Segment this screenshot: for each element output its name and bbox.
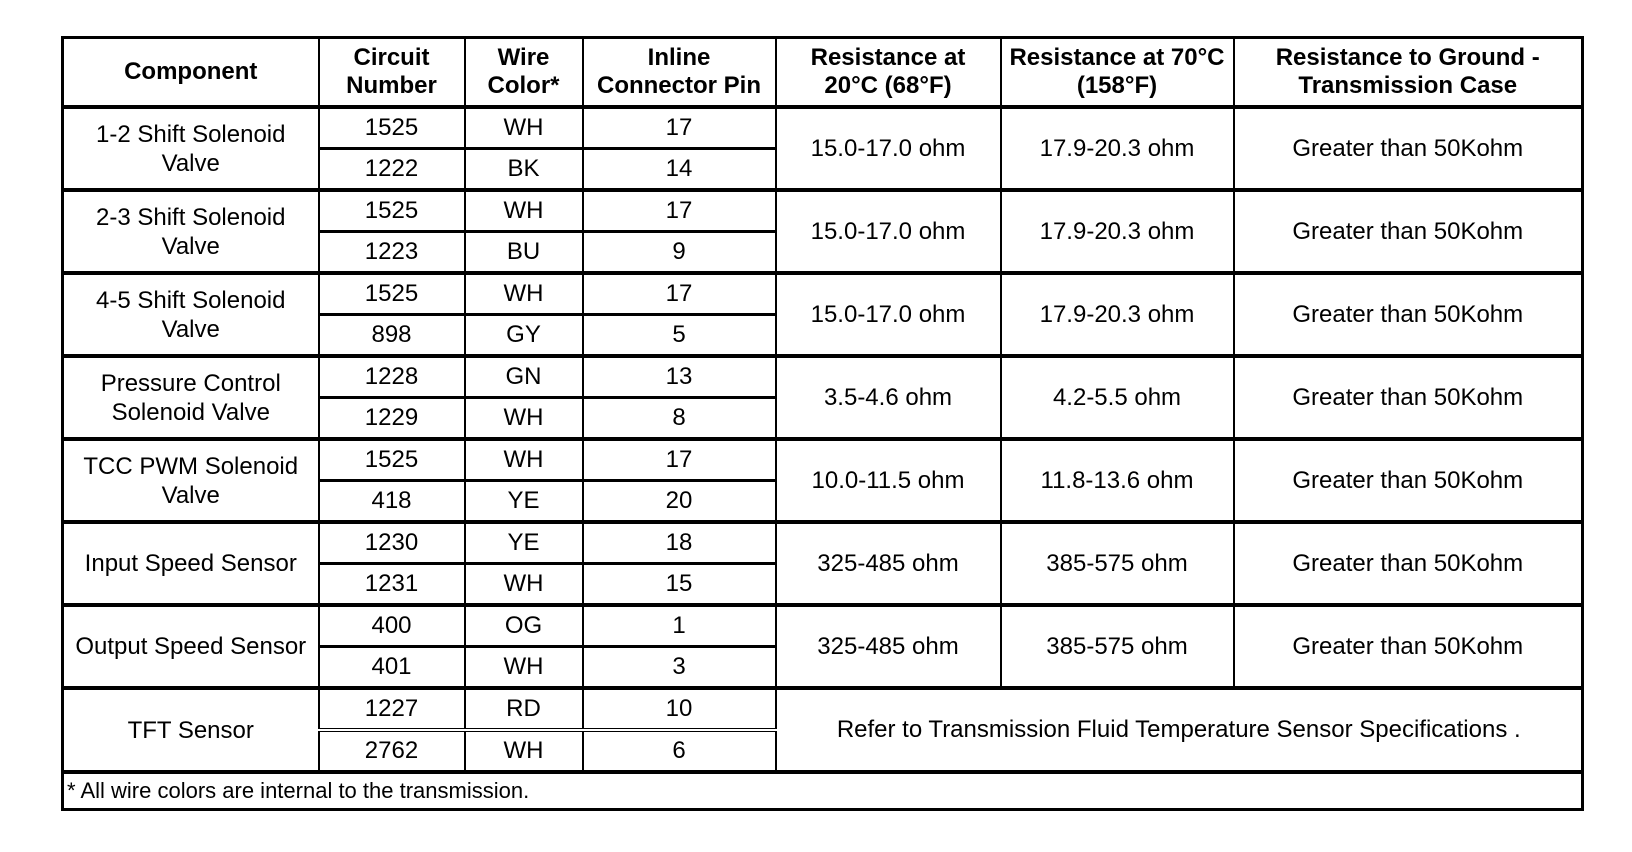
wire-color: WH <box>465 647 583 689</box>
connector-pin: 3 <box>583 647 776 689</box>
resistance-20c: 15.0-17.0 ohm <box>776 107 1001 190</box>
table-row <box>63 439 1583 481</box>
resistance-ground: Greater than 50Kohm <box>1234 605 1583 688</box>
wire-color: BU <box>465 232 583 274</box>
connector-pin: 15 <box>583 564 776 606</box>
wire-color: YE <box>465 481 583 523</box>
resistance-ground: Greater than 50Kohm <box>1234 439 1583 522</box>
wire-color: OG <box>465 605 583 647</box>
wire-color: WH <box>465 398 583 440</box>
resistance-20c: 3.5-4.6 ohm <box>776 356 1001 439</box>
connector-pin: 5 <box>583 315 776 357</box>
resistance-70c: 385-575 ohm <box>1001 522 1234 605</box>
header-row <box>63 38 1583 108</box>
component-name: Pressure Control Solenoid Valve <box>63 356 319 439</box>
circuit-number: 2762 <box>319 730 465 772</box>
connector-pin: 6 <box>583 730 776 772</box>
table-row <box>63 605 1583 647</box>
connector-pin: 10 <box>583 688 776 730</box>
circuit-number: 1229 <box>319 398 465 440</box>
wire-color: WH <box>465 190 583 232</box>
component-name: Output Speed Sensor <box>63 605 319 688</box>
circuit-number: 418 <box>319 481 465 523</box>
table-row <box>63 688 1583 730</box>
table-row <box>63 190 1583 232</box>
circuit-number: 1230 <box>319 522 465 564</box>
circuit-number: 1525 <box>319 107 465 149</box>
resistance-20c: 15.0-17.0 ohm <box>776 190 1001 273</box>
component-name: Input Speed Sensor <box>63 522 319 605</box>
component-name: TFT Sensor <box>63 688 319 772</box>
resistance-ground: Greater than 50Kohm <box>1234 273 1583 356</box>
connector-pin: 18 <box>583 522 776 564</box>
resistance-70c: 17.9-20.3 ohm <box>1001 190 1234 273</box>
table-row <box>63 522 1583 564</box>
resistance-70c: 11.8-13.6 ohm <box>1001 439 1234 522</box>
wire-color: WH <box>465 439 583 481</box>
circuit-number: 1525 <box>319 273 465 315</box>
circuit-number: 1525 <box>319 190 465 232</box>
header-resistance-20c: Resistance at 20°C (68°F) <box>776 38 1001 108</box>
connector-pin: 9 <box>583 232 776 274</box>
header-resistance-70c: Resistance at 70°C (158°F) <box>1001 38 1234 108</box>
connector-pin: 20 <box>583 481 776 523</box>
resistance-ground: Greater than 50Kohm <box>1234 107 1583 190</box>
circuit-number: 1222 <box>319 149 465 191</box>
resistance-20c: 10.0-11.5 ohm <box>776 439 1001 522</box>
circuit-number: 1223 <box>319 232 465 274</box>
connector-pin: 8 <box>583 398 776 440</box>
component-name: 1-2 Shift Solenoid Valve <box>63 107 319 190</box>
circuit-number: 1228 <box>319 356 465 398</box>
table-row <box>63 273 1583 315</box>
connector-pin: 17 <box>583 439 776 481</box>
circuit-number: 898 <box>319 315 465 357</box>
circuit-number: 400 <box>319 605 465 647</box>
resistance-70c: 4.2-5.5 ohm <box>1001 356 1234 439</box>
wire-color: WH <box>465 273 583 315</box>
resistance-ground: Greater than 50Kohm <box>1234 522 1583 605</box>
wire-color: WH <box>465 730 583 772</box>
connector-pin: 17 <box>583 107 776 149</box>
resistance-20c: 325-485 ohm <box>776 522 1001 605</box>
circuit-number: 401 <box>319 647 465 689</box>
resistance-spec-table <box>61 36 1584 811</box>
wire-color: GN <box>465 356 583 398</box>
wire-color: RD <box>465 688 583 730</box>
wire-color: YE <box>465 522 583 564</box>
resistance-ground: Greater than 50Kohm <box>1234 190 1583 273</box>
header-wire-color: Wire Color* <box>465 38 583 108</box>
resistance-70c: 385-575 ohm <box>1001 605 1234 688</box>
wire-color: WH <box>465 564 583 606</box>
component-name: 4-5 Shift Solenoid Valve <box>63 273 319 356</box>
resistance-20c: 15.0-17.0 ohm <box>776 273 1001 356</box>
connector-pin: 13 <box>583 356 776 398</box>
wire-color: GY <box>465 315 583 357</box>
tft-reference-note: Refer to Transmission Fluid Temperature Sensor Specifications . <box>776 688 1583 772</box>
circuit-number: 1231 <box>319 564 465 606</box>
header-inline-connector-pin: Inline Connector Pin <box>583 38 776 108</box>
connector-pin: 17 <box>583 273 776 315</box>
connector-pin: 1 <box>583 605 776 647</box>
connector-pin: 14 <box>583 149 776 191</box>
circuit-number: 1227 <box>319 688 465 730</box>
component-name: TCC PWM Solenoid Valve <box>63 439 319 522</box>
resistance-20c: 325-485 ohm <box>776 605 1001 688</box>
wire-color: WH <box>465 107 583 149</box>
wire-color: BK <box>465 149 583 191</box>
circuit-number: 1525 <box>319 439 465 481</box>
table-row <box>63 107 1583 149</box>
header-component: Component <box>63 38 319 108</box>
header-circuit-number: Circuit Number <box>319 38 465 108</box>
table-row <box>63 356 1583 398</box>
resistance-70c: 17.9-20.3 ohm <box>1001 273 1234 356</box>
header-resistance-ground: Resistance to Ground - Transmission Case <box>1234 38 1583 108</box>
footnote: * All wire colors are internal to the transmission. <box>63 772 1583 810</box>
component-name: 2-3 Shift Solenoid Valve <box>63 190 319 273</box>
resistance-70c: 17.9-20.3 ohm <box>1001 107 1234 190</box>
footnote-row <box>63 772 1583 810</box>
resistance-ground: Greater than 50Kohm <box>1234 356 1583 439</box>
connector-pin: 17 <box>583 190 776 232</box>
